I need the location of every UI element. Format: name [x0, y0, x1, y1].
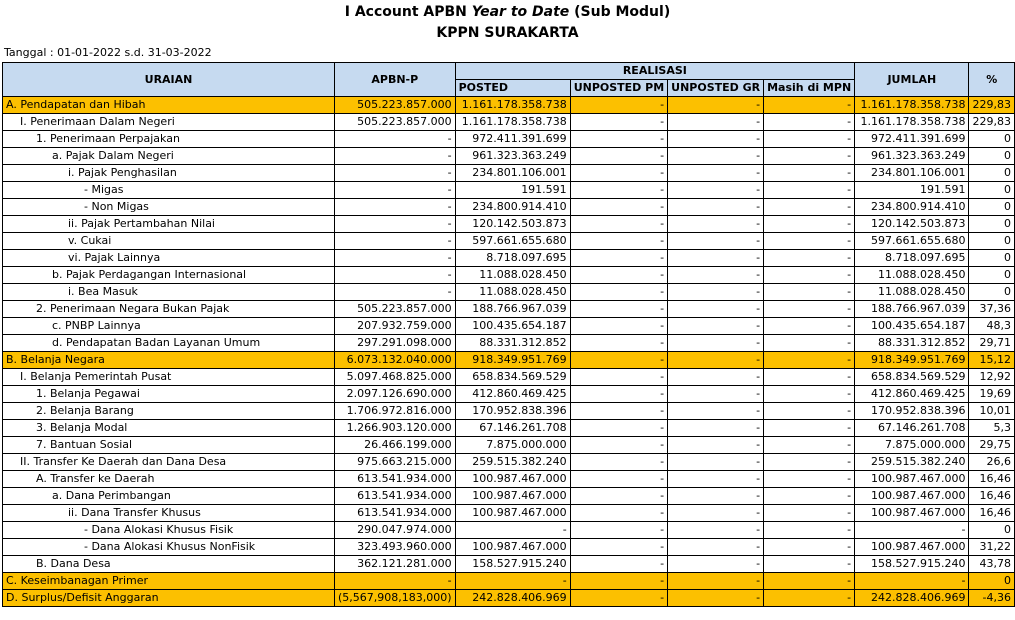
cell-unposted-gr: -: [668, 114, 764, 131]
table-row: [3, 420, 1015, 437]
cell-jumlah: 100.987.467.000: [855, 539, 969, 556]
cell-apbnp: 1.266.903.120.000: [335, 420, 456, 437]
cell-posted: 88.331.312.852: [455, 335, 570, 352]
cell-uraian: - Dana Alokasi Khusus Fisik: [3, 522, 335, 539]
cell-uraian: A. Transfer ke Daerah: [3, 471, 335, 488]
cell-unposted-gr: -: [668, 250, 764, 267]
cell-unposted-pm: -: [570, 505, 667, 522]
cell-apbnp: 207.932.759.000: [335, 318, 456, 335]
cell-posted: 158.527.915.240: [455, 556, 570, 573]
table-row: [3, 471, 1015, 488]
cell-apbnp: 505.223.857.000: [335, 97, 456, 114]
cell-pct: 37,36: [969, 301, 1015, 318]
cell-unposted-pm: -: [570, 284, 667, 301]
cell-masih-mpn: -: [764, 182, 855, 199]
table-row: [3, 488, 1015, 505]
cell-masih-mpn: -: [764, 488, 855, 505]
cell-pct: 43,78: [969, 556, 1015, 573]
table-row: [3, 539, 1015, 556]
table-row: [3, 97, 1015, 114]
cell-uraian: II. Transfer Ke Daerah dan Dana Desa: [3, 454, 335, 471]
cell-unposted-pm: -: [570, 556, 667, 573]
cell-masih-mpn: -: [764, 233, 855, 250]
cell-jumlah: 120.142.503.873: [855, 216, 969, 233]
cell-pct: 0: [969, 522, 1015, 539]
cell-unposted-pm: -: [570, 335, 667, 352]
cell-masih-mpn: -: [764, 505, 855, 522]
report-title-italic: Year to Date: [471, 4, 570, 20]
cell-uraian: - Non Migas: [3, 199, 335, 216]
cell-jumlah: 961.323.363.249: [855, 148, 969, 165]
cell-unposted-pm: -: [570, 437, 667, 454]
cell-posted: 191.591: [455, 182, 570, 199]
cell-uraian: i. Pajak Penghasilan: [3, 165, 335, 182]
header-uraian: URAIAN: [3, 63, 335, 97]
table-row: [3, 573, 1015, 590]
cell-posted: 11.088.028.450: [455, 267, 570, 284]
table-row: [3, 182, 1015, 199]
cell-pct: 19,69: [969, 386, 1015, 403]
cell-jumlah: 11.088.028.450: [855, 267, 969, 284]
cell-jumlah: 11.088.028.450: [855, 284, 969, 301]
cell-posted: 412.860.469.425: [455, 386, 570, 403]
cell-apbnp: 505.223.857.000: [335, 301, 456, 318]
cell-pct: 16,46: [969, 471, 1015, 488]
cell-pct: 0: [969, 131, 1015, 148]
cell-uraian: 1. Belanja Pegawai: [3, 386, 335, 403]
cell-apbnp: -: [335, 573, 456, 590]
cell-uraian: d. Pendapatan Badan Layanan Umum: [3, 335, 335, 352]
header-unposted-pm: UNPOSTED PM: [570, 80, 667, 97]
cell-uraian: C. Keseimbanagan Primer: [3, 573, 335, 590]
cell-unposted-pm: -: [570, 539, 667, 556]
cell-unposted-gr: -: [668, 199, 764, 216]
cell-masih-mpn: -: [764, 335, 855, 352]
table-header: [3, 63, 1015, 97]
cell-pct: 12,92: [969, 369, 1015, 386]
cell-unposted-gr: -: [668, 420, 764, 437]
cell-apbnp: 6.073.132.040.000: [335, 352, 456, 369]
cell-uraian: c. PNBP Lainnya: [3, 318, 335, 335]
cell-posted: 597.661.655.680: [455, 233, 570, 250]
cell-posted: 7.875.000.000: [455, 437, 570, 454]
cell-uraian: 7. Bantuan Sosial: [3, 437, 335, 454]
cell-posted: 100.435.654.187: [455, 318, 570, 335]
cell-unposted-gr: -: [668, 267, 764, 284]
cell-posted: 972.411.391.699: [455, 131, 570, 148]
cell-jumlah: 234.800.914.410: [855, 199, 969, 216]
cell-pct: -4,36: [969, 590, 1015, 607]
cell-pct: 26,6: [969, 454, 1015, 471]
cell-jumlah: 88.331.312.852: [855, 335, 969, 352]
header-posted: POSTED: [455, 80, 570, 97]
table-row: [3, 403, 1015, 420]
cell-apbnp: -: [335, 148, 456, 165]
table-row: [3, 437, 1015, 454]
cell-jumlah: 67.146.261.708: [855, 420, 969, 437]
cell-jumlah: 412.860.469.425: [855, 386, 969, 403]
cell-unposted-gr: -: [668, 284, 764, 301]
cell-masih-mpn: -: [764, 420, 855, 437]
cell-unposted-pm: -: [570, 369, 667, 386]
cell-unposted-pm: -: [570, 454, 667, 471]
table-row: [3, 284, 1015, 301]
cell-unposted-gr: -: [668, 437, 764, 454]
cell-apbnp: -: [335, 233, 456, 250]
cell-unposted-pm: -: [570, 386, 667, 403]
cell-apbnp: 290.047.974.000: [335, 522, 456, 539]
cell-posted: 1.161.178.358.738: [455, 114, 570, 131]
cell-apbnp: -: [335, 165, 456, 182]
cell-masih-mpn: -: [764, 471, 855, 488]
cell-jumlah: 191.591: [855, 182, 969, 199]
cell-jumlah: 7.875.000.000: [855, 437, 969, 454]
cell-masih-mpn: -: [764, 131, 855, 148]
cell-unposted-gr: -: [668, 182, 764, 199]
cell-unposted-gr: -: [668, 573, 764, 590]
cell-masih-mpn: -: [764, 522, 855, 539]
cell-masih-mpn: -: [764, 369, 855, 386]
table-row: [3, 386, 1015, 403]
cell-pct: 5,3: [969, 420, 1015, 437]
cell-jumlah: 100.435.654.187: [855, 318, 969, 335]
cell-masih-mpn: -: [764, 454, 855, 471]
cell-unposted-gr: -: [668, 454, 764, 471]
cell-uraian: a. Dana Perimbangan: [3, 488, 335, 505]
cell-pct: 16,46: [969, 488, 1015, 505]
table-row: [3, 301, 1015, 318]
cell-masih-mpn: -: [764, 352, 855, 369]
cell-uraian: i. Bea Masuk: [3, 284, 335, 301]
cell-uraian: - Migas: [3, 182, 335, 199]
cell-posted: -: [455, 573, 570, 590]
cell-jumlah: 259.515.382.240: [855, 454, 969, 471]
header-apbnp: APBN-P: [335, 63, 456, 97]
header-unposted-gr: UNPOSTED GR: [668, 80, 764, 97]
cell-masih-mpn: -: [764, 386, 855, 403]
cell-apbnp: 505.223.857.000: [335, 114, 456, 131]
cell-jumlah: -: [855, 573, 969, 590]
cell-unposted-pm: -: [570, 420, 667, 437]
cell-apbnp: 613.541.934.000: [335, 505, 456, 522]
cell-pct: 0: [969, 165, 1015, 182]
cell-pct: 16,46: [969, 505, 1015, 522]
cell-apbnp: 613.541.934.000: [335, 471, 456, 488]
table-row: [3, 352, 1015, 369]
cell-unposted-gr: -: [668, 216, 764, 233]
cell-posted: -: [455, 522, 570, 539]
cell-apbnp: 5.097.468.825.000: [335, 369, 456, 386]
table-row: [3, 114, 1015, 131]
table-row: [3, 522, 1015, 539]
cell-pct: 0: [969, 182, 1015, 199]
header-jumlah: JUMLAH: [855, 63, 969, 97]
cell-pct: 29,71: [969, 335, 1015, 352]
cell-uraian: a. Pajak Dalam Negeri: [3, 148, 335, 165]
cell-posted: 100.987.467.000: [455, 505, 570, 522]
cell-pct: 229,83: [969, 114, 1015, 131]
cell-unposted-pm: -: [570, 148, 667, 165]
cell-apbnp: -: [335, 199, 456, 216]
cell-jumlah: 972.411.391.699: [855, 131, 969, 148]
cell-jumlah: 658.834.569.529: [855, 369, 969, 386]
cell-unposted-gr: -: [668, 352, 764, 369]
cell-apbnp: 26.466.199.000: [335, 437, 456, 454]
cell-uraian: B. Dana Desa: [3, 556, 335, 573]
cell-unposted-pm: -: [570, 233, 667, 250]
cell-jumlah: -: [855, 522, 969, 539]
table-row: [3, 369, 1015, 386]
cell-pct: 0: [969, 233, 1015, 250]
cell-masih-mpn: -: [764, 556, 855, 573]
cell-unposted-pm: -: [570, 403, 667, 420]
report-title-suffix: (Sub Modul): [569, 4, 671, 20]
cell-posted: 234.801.106.001: [455, 165, 570, 182]
cell-posted: 188.766.967.039: [455, 301, 570, 318]
cell-unposted-pm: -: [570, 250, 667, 267]
cell-pct: 10,01: [969, 403, 1015, 420]
header-masih-mpn: Masih di MPN: [764, 80, 855, 97]
cell-unposted-pm: -: [570, 590, 667, 607]
cell-apbnp: 1.706.972.816.000: [335, 403, 456, 420]
cell-unposted-pm: -: [570, 131, 667, 148]
cell-masih-mpn: -: [764, 165, 855, 182]
cell-uraian: I. Belanja Pemerintah Pusat: [3, 369, 335, 386]
cell-uraian: ii. Pajak Pertambahan Nilai: [3, 216, 335, 233]
cell-unposted-pm: -: [570, 522, 667, 539]
cell-masih-mpn: -: [764, 590, 855, 607]
table-row: [3, 267, 1015, 284]
cell-unposted-pm: -: [570, 573, 667, 590]
cell-apbnp: 613.541.934.000: [335, 488, 456, 505]
cell-masih-mpn: -: [764, 199, 855, 216]
cell-pct: 0: [969, 148, 1015, 165]
cell-jumlah: 100.987.467.000: [855, 505, 969, 522]
table-row: [3, 233, 1015, 250]
cell-apbnp: -: [335, 131, 456, 148]
cell-posted: 11.088.028.450: [455, 284, 570, 301]
cell-posted: 67.146.261.708: [455, 420, 570, 437]
cell-unposted-pm: -: [570, 488, 667, 505]
cell-posted: 100.987.467.000: [455, 488, 570, 505]
cell-unposted-gr: -: [668, 505, 764, 522]
cell-jumlah: 242.828.406.969: [855, 590, 969, 607]
cell-unposted-gr: -: [668, 318, 764, 335]
cell-pct: 48,3: [969, 318, 1015, 335]
cell-unposted-pm: -: [570, 199, 667, 216]
cell-jumlah: 597.661.655.680: [855, 233, 969, 250]
header-realisasi: REALISASI: [455, 63, 855, 80]
cell-masih-mpn: -: [764, 114, 855, 131]
table-row: [3, 148, 1015, 165]
cell-unposted-pm: -: [570, 216, 667, 233]
cell-jumlah: 158.527.915.240: [855, 556, 969, 573]
cell-unposted-gr: -: [668, 386, 764, 403]
table-row: [3, 199, 1015, 216]
cell-masih-mpn: -: [764, 97, 855, 114]
cell-pct: 229,83: [969, 97, 1015, 114]
report-title: [0, 4, 1015, 20]
cell-apbnp: 323.493.960.000: [335, 539, 456, 556]
cell-posted: 120.142.503.873: [455, 216, 570, 233]
cell-apbnp: -: [335, 267, 456, 284]
cell-masih-mpn: -: [764, 318, 855, 335]
cell-pct: 0: [969, 573, 1015, 590]
cell-unposted-gr: -: [668, 148, 764, 165]
cell-masih-mpn: -: [764, 573, 855, 590]
cell-pct: 0: [969, 267, 1015, 284]
table-body: [3, 97, 1015, 607]
cell-masih-mpn: -: [764, 250, 855, 267]
cell-unposted-pm: -: [570, 352, 667, 369]
apbn-table: [2, 62, 1015, 607]
cell-unposted-gr: -: [668, 301, 764, 318]
cell-unposted-gr: -: [668, 369, 764, 386]
cell-uraian: A. Pendapatan dan Hibah: [3, 97, 335, 114]
table-row: [3, 216, 1015, 233]
cell-masih-mpn: -: [764, 539, 855, 556]
cell-unposted-pm: -: [570, 165, 667, 182]
cell-posted: 259.515.382.240: [455, 454, 570, 471]
cell-posted: 961.323.363.249: [455, 148, 570, 165]
table-row: [3, 590, 1015, 607]
cell-masih-mpn: -: [764, 284, 855, 301]
cell-masih-mpn: -: [764, 148, 855, 165]
cell-unposted-gr: -: [668, 488, 764, 505]
cell-unposted-pm: -: [570, 97, 667, 114]
cell-uraian: - Dana Alokasi Khusus NonFisik: [3, 539, 335, 556]
date-range-label: Tanggal : 01-01-2022 s.d. 31-03-2022: [4, 46, 212, 59]
cell-pct: 15,12: [969, 352, 1015, 369]
cell-jumlah: 1.161.178.358.738: [855, 114, 969, 131]
report-title-prefix: I Account APBN: [344, 4, 472, 20]
table-row: [3, 131, 1015, 148]
cell-jumlah: 100.987.467.000: [855, 488, 969, 505]
cell-unposted-pm: -: [570, 471, 667, 488]
cell-apbnp: (5,567,908,183,000): [335, 590, 456, 607]
table-row: [3, 335, 1015, 352]
table-row: [3, 505, 1015, 522]
cell-posted: 100.987.467.000: [455, 471, 570, 488]
cell-uraian: I. Penerimaan Dalam Negeri: [3, 114, 335, 131]
cell-pct: 0: [969, 216, 1015, 233]
cell-unposted-gr: -: [668, 403, 764, 420]
cell-pct: 0: [969, 250, 1015, 267]
cell-uraian: D. Surplus/Defisit Anggaran: [3, 590, 335, 607]
cell-apbnp: 362.121.281.000: [335, 556, 456, 573]
cell-apbnp: -: [335, 284, 456, 301]
table-row: [3, 454, 1015, 471]
cell-posted: 8.718.097.695: [455, 250, 570, 267]
cell-apbnp: 297.291.098.000: [335, 335, 456, 352]
cell-pct: 0: [969, 284, 1015, 301]
cell-unposted-pm: -: [570, 114, 667, 131]
cell-unposted-gr: -: [668, 233, 764, 250]
cell-posted: 242.828.406.969: [455, 590, 570, 607]
cell-pct: 29,75: [969, 437, 1015, 454]
cell-jumlah: 188.766.967.039: [855, 301, 969, 318]
cell-jumlah: 234.801.106.001: [855, 165, 969, 182]
cell-jumlah: 1.161.178.358.738: [855, 97, 969, 114]
cell-unposted-gr: -: [668, 97, 764, 114]
cell-jumlah: 918.349.951.769: [855, 352, 969, 369]
table-row: [3, 318, 1015, 335]
table-row: [3, 250, 1015, 267]
table-row: [3, 556, 1015, 573]
table-row: [3, 165, 1015, 182]
cell-uraian: v. Cukai: [3, 233, 335, 250]
cell-uraian: vi. Pajak Lainnya: [3, 250, 335, 267]
cell-jumlah: 8.718.097.695: [855, 250, 969, 267]
cell-jumlah: 100.987.467.000: [855, 471, 969, 488]
cell-unposted-pm: -: [570, 301, 667, 318]
cell-unposted-gr: -: [668, 556, 764, 573]
cell-uraian: b. Pajak Perdagangan Internasional: [3, 267, 335, 284]
cell-uraian: ii. Dana Transfer Khusus: [3, 505, 335, 522]
cell-unposted-gr: -: [668, 335, 764, 352]
cell-posted: 918.349.951.769: [455, 352, 570, 369]
cell-unposted-gr: -: [668, 471, 764, 488]
cell-unposted-pm: -: [570, 267, 667, 284]
cell-uraian: 1. Penerimaan Perpajakan: [3, 131, 335, 148]
cell-uraian: 2. Penerimaan Negara Bukan Pajak: [3, 301, 335, 318]
cell-apbnp: 975.663.215.000: [335, 454, 456, 471]
cell-posted: 234.800.914.410: [455, 199, 570, 216]
cell-uraian: 3. Belanja Modal: [3, 420, 335, 437]
cell-unposted-pm: -: [570, 182, 667, 199]
cell-masih-mpn: -: [764, 403, 855, 420]
cell-posted: 1.161.178.358.738: [455, 97, 570, 114]
cell-posted: 170.952.838.396: [455, 403, 570, 420]
cell-pct: 31,22: [969, 539, 1015, 556]
cell-masih-mpn: -: [764, 437, 855, 454]
cell-masih-mpn: -: [764, 216, 855, 233]
cell-unposted-gr: -: [668, 131, 764, 148]
cell-apbnp: 2.097.126.690.000: [335, 386, 456, 403]
cell-jumlah: 170.952.838.396: [855, 403, 969, 420]
cell-apbnp: -: [335, 216, 456, 233]
report-subtitle: KPPN SURAKARTA: [436, 25, 579, 41]
cell-unposted-pm: -: [570, 318, 667, 335]
cell-unposted-gr: -: [668, 539, 764, 556]
cell-apbnp: -: [335, 250, 456, 267]
cell-uraian: 2. Belanja Barang: [3, 403, 335, 420]
cell-unposted-gr: -: [668, 165, 764, 182]
cell-unposted-gr: -: [668, 522, 764, 539]
cell-uraian: B. Belanja Negara: [3, 352, 335, 369]
cell-apbnp: -: [335, 182, 456, 199]
cell-posted: 100.987.467.000: [455, 539, 570, 556]
cell-masih-mpn: -: [764, 301, 855, 318]
header-pct: %: [969, 63, 1015, 97]
cell-unposted-gr: -: [668, 590, 764, 607]
cell-pct: 0: [969, 199, 1015, 216]
cell-posted: 658.834.569.529: [455, 369, 570, 386]
cell-masih-mpn: -: [764, 267, 855, 284]
